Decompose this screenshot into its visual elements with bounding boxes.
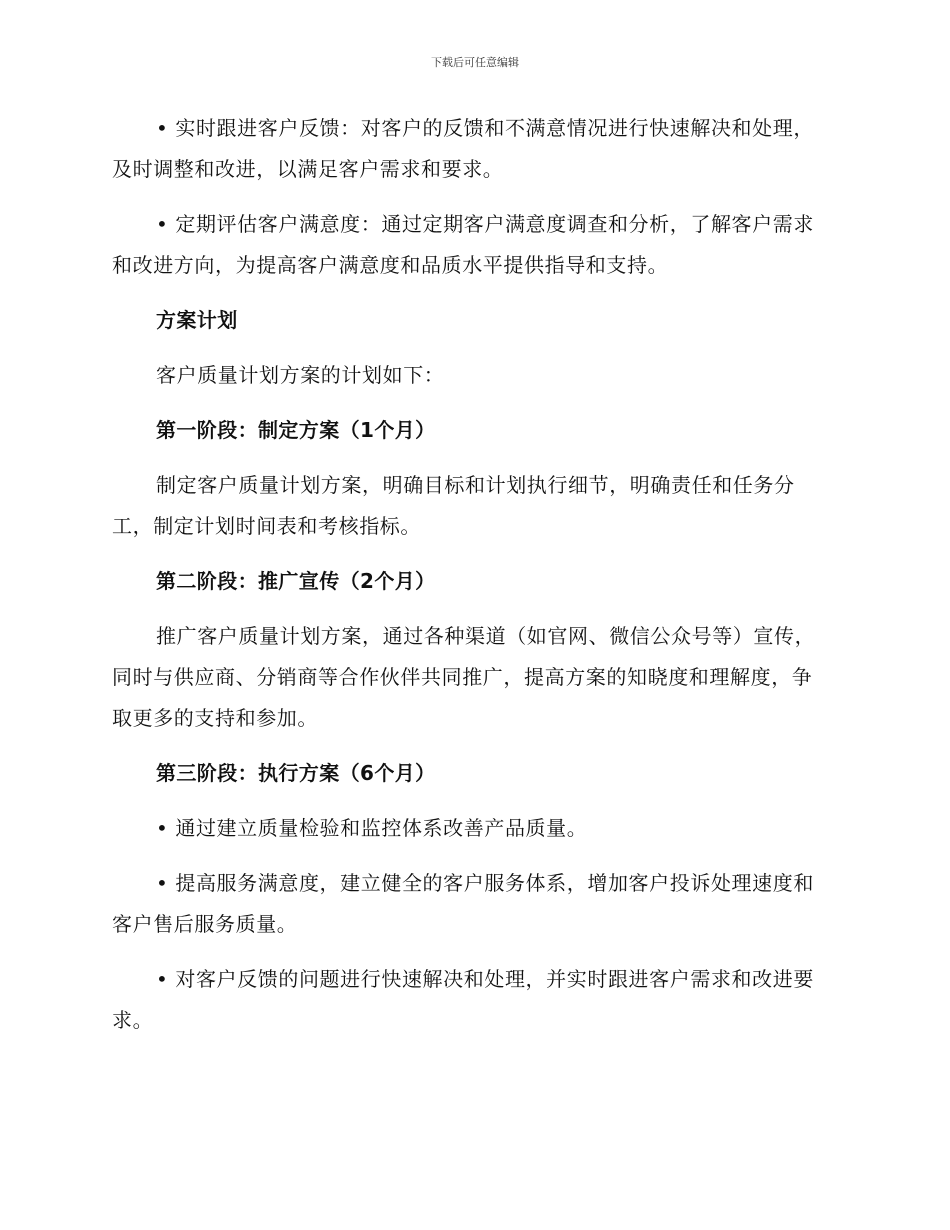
phase-heading: 第二阶段：推广宣传（2个月）: [156, 569, 436, 593]
phase-heading: 第一阶段：制定方案（1个月）: [156, 418, 436, 442]
bullet-paragraph: • 通过建立质量检验和监控体系改善产品质量。: [156, 816, 588, 840]
bullet-paragraph: • 实时跟进客户反馈：对客户的反馈和不满意情况进行快速解决和处理，及时调整和改进，以满足客户需求和要求。: [112, 116, 814, 181]
section-heading: 方案计划: [156, 308, 238, 332]
page-header: 下载后可任意编辑: [431, 56, 519, 69]
bullet-paragraph: • 提高服务满意度，建立健全的客户服务体系，增加客户投诉处理速度和客户售后服务质量。: [112, 871, 814, 936]
phase-heading: 第三阶段：执行方案（6个月）: [156, 761, 436, 785]
body-paragraph: 制定客户质量计划方案，明确目标和计划执行细节，明确责任和任务分工，制定计划时间表和考核指标。: [112, 473, 795, 538]
bullet-paragraph: • 定期评估客户满意度：通过定期客户满意度调查和分析，了解客户需求和改进方向，为提高客户满意度和品质水平提供指导和支持。: [112, 212, 814, 277]
body-paragraph: 推广客户质量计划方案，通过各种渠道（如官网、微信公众号等）宣传，同时与供应商、分销商等合作伙伴共同推广，提高方案的知晓度和理解度，争取更多的支持和参加。: [112, 624, 816, 730]
body-paragraph: 客户质量计划方案的计划如下：: [156, 363, 445, 387]
bullet-paragraph: • 对客户反馈的问题进行快速解决和处理，并实时跟进客户需求和改进要求。: [112, 967, 814, 1032]
document-body: [112, 108, 830, 1041]
